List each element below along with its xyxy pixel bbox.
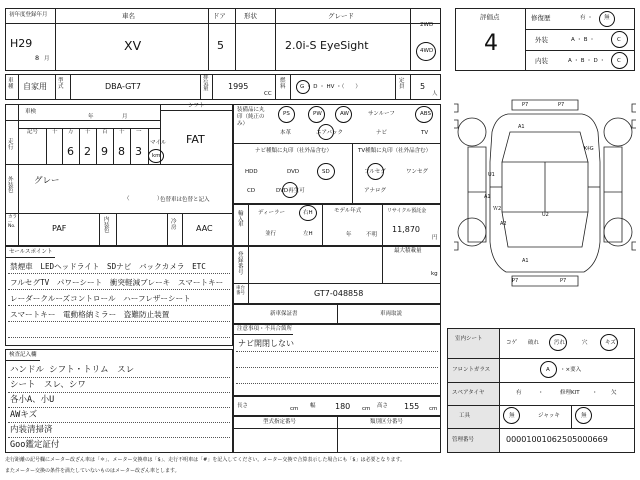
equip-ps: PS [283, 111, 290, 117]
reg-month: 8 [35, 54, 40, 62]
model-code: DBA-GT7 [105, 82, 142, 91]
shape-label: 形状 [244, 12, 257, 20]
tool-label: 工具 [459, 413, 471, 419]
model-year-unknown: 不明 [366, 232, 378, 238]
chassis-label: 車台番号 [236, 286, 245, 296]
tv-fullseg-circle [367, 163, 384, 180]
color-no: PAF [52, 224, 67, 233]
diag-label-7: U2 [542, 212, 549, 218]
length-label: 長さ [237, 403, 249, 409]
kg-unit: kg [431, 271, 438, 277]
interior-c-circle [611, 52, 628, 69]
km-circle [148, 149, 164, 163]
sales-points-title: セールスポイント [9, 249, 53, 255]
inspection-year-unit: 年 [88, 114, 94, 120]
class-no-label: 類別区分番号 [370, 419, 404, 425]
sales-point-line-2: フルセグTV パワーシート 衝突軽減ブレーキ スマートキー [10, 278, 224, 287]
chassis-number: GT7-048858 [314, 289, 364, 298]
diag-label-8: A1 [522, 258, 529, 264]
fuel-g-circle [296, 80, 310, 94]
inspection-label: 車検 [25, 109, 37, 115]
mileage-label: 走行 [8, 139, 14, 151]
type-no-label: 型式指定番号 [263, 419, 297, 425]
drive-4wd-circle [416, 42, 436, 61]
navi-cd: CD [247, 188, 256, 194]
diag-label-5: A2 [500, 221, 507, 227]
spare-opt-kit: 修理KIT [560, 390, 580, 396]
navi-dvd: DVD [287, 169, 300, 175]
recycle-label: リサイクル預託金 [387, 208, 427, 214]
capacity-label: 定員 [399, 78, 405, 90]
length-unit: cm [290, 406, 299, 412]
mileage-digit-1: 2 [84, 145, 91, 158]
digit-label-2: 万 [68, 129, 74, 135]
footer-note-1: 走行距離の記号欄にメーター改ざん車は「＊」、メーター交換車は「$」、走行不明車は「#」を記入してください。メーター交換で合算表示した場合にも「$」は必要となります。 [5, 457, 406, 463]
car-name: XV [124, 38, 142, 53]
grade-value: 2.0i-S EyeSight [285, 39, 369, 52]
diag-label-3: Ｗ2 [493, 206, 502, 212]
repair-selected: 無 [604, 15, 610, 21]
reg-date-label: 初年度登録年月 [9, 12, 48, 18]
shift-label: シフト [188, 103, 205, 109]
inspector-line-3: 各小A、小U [10, 395, 55, 405]
reg-month-unit: 月 [44, 56, 50, 62]
exterior-c-circle [611, 31, 628, 48]
diag-label-6: A1 [484, 194, 491, 200]
jack-label: ジャッキ [538, 413, 560, 419]
grade-label: グレード [328, 12, 354, 20]
seat-opt-hole: 穴 [582, 340, 588, 346]
seat-dirt-circle [549, 334, 567, 351]
interior-color-label: 内装色 [104, 217, 110, 234]
fuel-options: G ・ D ・ HV ・（ ） [300, 84, 361, 90]
width-unit: cm [362, 406, 371, 412]
seat-opt-burn: コゲ [506, 340, 518, 346]
exterior-color: グレー [34, 176, 60, 186]
mileage-digit-0: 6 [67, 145, 74, 158]
tv-fullseg: フルセグ [364, 169, 386, 175]
use-type: 自家用 [23, 82, 47, 91]
model-label: 型式 [58, 78, 64, 90]
repair-options: 有 ・ [580, 15, 593, 21]
door-label: ドア [213, 12, 226, 20]
capacity-unit: 人 [432, 91, 438, 97]
tv-type-title: TV種類に丸印（社外品含む） [358, 148, 432, 154]
warranty-doc: 新車保証書 [270, 311, 298, 317]
spare-sep-2: ・ [592, 390, 598, 396]
diag-label-11: KｷG [584, 146, 594, 152]
height-label: 高さ [377, 403, 389, 409]
exterior-grade-options: A ・ B ・ [571, 37, 595, 43]
sales-point-line-4: スマートキー 電動格納ミラー 盗難防止装置 [10, 310, 170, 319]
navi-dvd-play-circle [282, 182, 298, 198]
navi-type-title: ナビ種類に丸印（社外品含む） [255, 148, 333, 154]
spare-opt-missing: 欠 [611, 390, 617, 396]
equip-ps-circle [278, 106, 295, 123]
exterior-note: 色替車は色替と記入 [160, 197, 210, 203]
inspector-line-2: シート スレ、シワ [10, 380, 86, 390]
import-dealer: ディーラー [258, 210, 286, 216]
glass-label: フロントガラス [452, 367, 491, 373]
mile-unit: マイル [150, 140, 167, 146]
jack-none-circle [575, 407, 592, 424]
displacement-label: 排気量 [203, 75, 209, 92]
displacement: 1995 [228, 82, 249, 91]
width: 180 [335, 402, 351, 411]
km-unit: km [152, 153, 161, 159]
spare-sep-1: ・ [538, 390, 544, 396]
equip-abs: ABS [420, 111, 431, 117]
mileage-digit-2: 9 [101, 145, 108, 158]
equip-tv: TV [421, 130, 429, 136]
max-load-label: 最大積載量 [394, 248, 422, 254]
exterior-grade-label: 外装 [535, 36, 548, 44]
model-year-label: モデル年式 [334, 208, 362, 214]
equip-aw-circle [335, 106, 352, 123]
spare-label: スペアタイヤ [452, 390, 485, 396]
equipment-title: 装備品に丸印（純正のみ） [237, 107, 265, 128]
diag-label-10: P7 [560, 278, 567, 284]
digit-label-1: 十 [52, 129, 58, 135]
interior-grade-label: 内装 [535, 57, 548, 65]
fuel-label: 燃料 [280, 78, 286, 90]
vehicle-type-label: 車種 [8, 78, 14, 90]
equip-airbag: エアバック [316, 130, 344, 136]
sales-point-line-3: レーダークルーズコントロール ハーフレザーシート [10, 294, 191, 303]
inspector-line-6: Goo鑑定証付 [10, 440, 60, 450]
inspector-line-1: ハンドル シフト・トリム スレ [10, 365, 135, 375]
sales-point-line-1: 禁煙車 LEDヘッドライト SDナビ バックカメラ ETC [10, 262, 206, 271]
score-value: 4 [484, 31, 498, 56]
digit-label-4: 百 [102, 129, 108, 135]
tv-oneseg: ワンセグ [406, 169, 429, 175]
jack-selected: 無 [581, 413, 587, 419]
digit-label-5: 十 [119, 129, 125, 135]
exterior-grade-selected: C [617, 37, 621, 43]
inspector-line-5: 内装清掃済 [10, 425, 53, 435]
tool-selected: 無 [509, 413, 515, 419]
exterior-color-label: 外装色 [8, 177, 14, 194]
mileage-digit-4: 3 [135, 145, 142, 158]
glass-selected: A [546, 367, 550, 373]
mgmt-number: 00001001062505000669 [506, 435, 608, 444]
inspection-month-unit: 月 [122, 114, 128, 120]
digit-label-6: 一 [136, 129, 142, 135]
interior-grade-options: A ・ B ・ D ・ [568, 58, 606, 64]
navi-sd: SD [322, 169, 330, 175]
glass-a-circle [540, 361, 557, 378]
equip-abs-circle [415, 106, 433, 123]
capacity: 5 [420, 82, 426, 91]
seat-scratch-circle [600, 334, 618, 351]
car-damage-diagram [450, 92, 640, 288]
equip-pw: PW [313, 111, 322, 117]
score-label: 評価点 [480, 13, 500, 21]
seat-opt-scratch: キズ [605, 340, 616, 346]
equip-pw-circle [308, 106, 325, 123]
tool-none-circle [503, 407, 520, 424]
inspector-line-4: AWキズ [10, 410, 38, 420]
seat-label: 室内シート [455, 336, 483, 342]
notes-title: 注意事項・不具合箇所 [237, 326, 293, 332]
spare-opt-yes: 有 [516, 390, 522, 396]
navi-dvd-play: DVD再生可 [276, 188, 305, 194]
aircon-label: 冷房 [171, 219, 177, 231]
equip-aw: AW [340, 111, 349, 117]
import-steer-r: 右H [303, 210, 313, 216]
diag-label-0: P7 [522, 102, 529, 108]
equip-leather: 本革 [280, 130, 292, 136]
equip-airbag-circle [318, 124, 334, 140]
manual-doc: 車両取説 [380, 311, 403, 317]
cc-unit: CC [264, 91, 272, 97]
inspector-title: 検査記入欄 [9, 352, 37, 358]
car-name-label: 車名 [122, 12, 135, 20]
equip-navi: ナビ [376, 130, 388, 136]
equip-sunroof: サンルーフ [368, 111, 395, 117]
digit-label-0: 記号 [27, 129, 39, 135]
drive-4wd: 4WD [420, 48, 434, 54]
seat-opt-dirt: 汚れ [554, 340, 566, 346]
glass-rest: ・×要入 [560, 367, 582, 373]
footer-note-2: またメーター交換の条件を満たしていないものはメーター改ざん車とします。 [5, 468, 180, 474]
recycle-fee: 11,870 [392, 225, 420, 234]
import-direct: 並行 [265, 231, 277, 237]
import-steer-l: 左H [303, 231, 313, 237]
recycle-yen: 円 [432, 235, 438, 241]
height: 155 [404, 402, 420, 411]
diag-label-4: U1 [488, 172, 495, 178]
digit-label-3: 千 [85, 129, 91, 135]
width-label: 幅 [310, 403, 316, 409]
steer-r-circle [299, 205, 317, 221]
shift-type: FAT [186, 133, 205, 146]
height-unit: cm [429, 406, 438, 412]
repair-none-circle [599, 11, 615, 27]
reg-year: H29 [10, 37, 33, 50]
model-year-unit: 年 [346, 232, 352, 238]
tv-analog: アナログ [364, 188, 387, 194]
drive-2wd: 2WD [420, 22, 434, 28]
exterior-paren: （ ） [124, 196, 163, 202]
seat-opt-tear: 破れ [528, 340, 540, 346]
import-label: 輸入車 [238, 211, 244, 228]
mgmt-label: 管理番号 [452, 437, 475, 443]
navi-sd-circle [317, 163, 335, 180]
repair-label: 修復歴 [531, 14, 551, 22]
door-count: 5 [217, 39, 224, 52]
interior-grade-selected: C [617, 58, 621, 64]
aircon: AAC [196, 224, 213, 233]
reg-number-label: 登録番号 [238, 252, 244, 277]
diag-label-9: P7 [512, 278, 519, 284]
diag-label-2: A1 [518, 124, 525, 130]
diag-label-1: P7 [558, 102, 565, 108]
mileage-digit-3: 8 [118, 145, 125, 158]
color-no-label: カラーNo. [8, 215, 17, 229]
navi-hdd: HDD [245, 169, 258, 175]
notes-text: ナビ開閉しない [238, 339, 294, 348]
